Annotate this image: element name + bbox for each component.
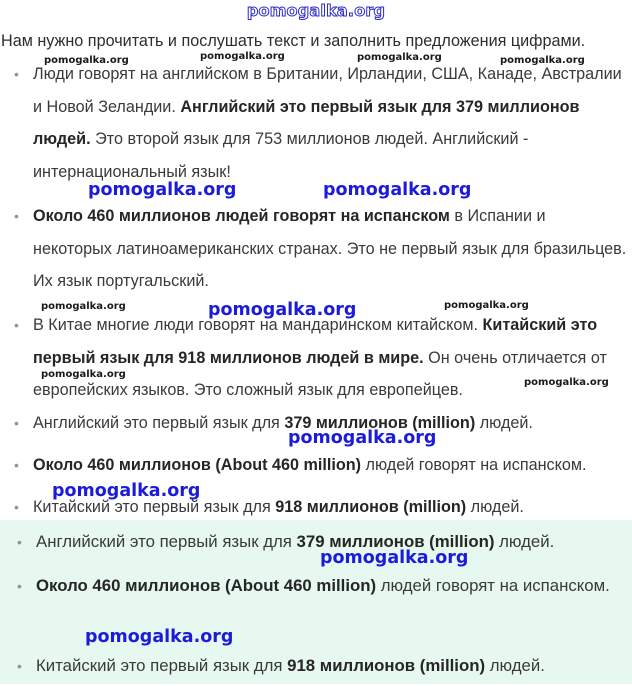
text-run: Английский это первый язык для xyxy=(36,532,297,551)
watermark-text: pomogalka.org xyxy=(200,51,285,62)
text-run: Китайский это первый язык для xyxy=(33,498,276,516)
watermark-text: pomogalka.org xyxy=(41,369,126,380)
bold-phrase: 918 миллионов (million) xyxy=(287,656,486,675)
header-watermark: pomogalka.org xyxy=(246,1,386,20)
text-run: людей. xyxy=(494,532,555,551)
instruction-text: Нам нужно прочитать и послушать текст и заполнить предложения цифрами. xyxy=(1,32,586,50)
bold-phrase: 918 миллионов (million) xyxy=(275,498,467,516)
item-text xyxy=(36,566,628,606)
watermark-text: pomogalka.org xyxy=(41,301,126,312)
bold-phrase: Английский это первый язык для 379 миллионов людей. xyxy=(33,97,580,148)
item-text xyxy=(33,200,628,298)
text-run: Китайский это первый язык для xyxy=(36,656,288,675)
list-item xyxy=(0,522,632,562)
list-item xyxy=(0,407,632,440)
bold-phrase: Около 460 миллионов (About 460 million) xyxy=(33,456,362,474)
watermark-text: pomogalka.org xyxy=(323,180,472,200)
text-run: В Китае многие люди говорят на мандаринском китайском. xyxy=(33,316,483,334)
watermark-text: pomogalka.org xyxy=(524,377,609,388)
text-run: людей. xyxy=(466,498,524,516)
text-run: Он очень отличается от европейских языков. Это сложный язык для европейцев. xyxy=(33,348,607,399)
watermark-text: pomogalka.org xyxy=(320,548,469,568)
item-text xyxy=(36,522,628,562)
watermark-text: pomogalka.org xyxy=(500,55,585,66)
watermark-text: pomogalka.org xyxy=(288,428,437,448)
list-item xyxy=(0,309,632,407)
watermark-text: pomogalka.org xyxy=(52,481,201,501)
text-run: в Испании и некоторых латиноамериканских странах. Это не первый язык для бразильцев. Их язык португальский. xyxy=(33,207,627,290)
bold-phrase: 379 миллионов (million) xyxy=(284,414,476,432)
list-item xyxy=(0,646,632,686)
bold-phrase: Около 460 миллионов людей говорят на испанском xyxy=(33,207,450,225)
text-run: людей. xyxy=(475,414,533,432)
bullet-icon: • xyxy=(14,415,19,431)
watermark-text: pomogalka.org xyxy=(444,300,529,311)
list-item xyxy=(0,566,632,606)
text-run: людей говорят на испанском. xyxy=(361,456,587,474)
bold-phrase: Китайский это первый язык для 918 миллионов людей в мире. xyxy=(33,316,598,367)
list-item xyxy=(0,58,632,188)
text-run: людей говорят на испанском. xyxy=(376,576,610,595)
watermark-text: pomogalka.org xyxy=(208,300,357,320)
item-text xyxy=(33,491,628,524)
bold-phrase: 379 миллионов (million) xyxy=(296,532,495,551)
watermark-text: pomogalka.org xyxy=(357,52,442,63)
bullet-icon: • xyxy=(14,457,19,473)
bullet-icon: • xyxy=(14,317,19,333)
text-run: Это второй язык для 753 миллионов людей. Английский - интернациональный язык! xyxy=(33,130,529,181)
bullet-icon: • xyxy=(14,66,19,82)
bullet-icon: • xyxy=(17,534,22,550)
bullet-icon: • xyxy=(17,658,22,674)
bullet-icon: • xyxy=(14,499,19,515)
item-text xyxy=(33,309,628,407)
text-run: Английский это первый язык для xyxy=(33,414,285,432)
bullet-icon: • xyxy=(14,208,19,224)
list-item xyxy=(0,200,632,298)
watermark-text: pomogalka.org xyxy=(85,627,234,647)
watermark-text: pomogalka.org xyxy=(88,180,237,200)
item-text xyxy=(36,646,628,686)
list-item xyxy=(0,449,632,482)
item-text xyxy=(33,58,628,188)
item-text xyxy=(33,449,628,482)
text-run: людей. xyxy=(485,656,545,675)
watermark-text: pomogalka.org xyxy=(44,55,129,66)
list-item xyxy=(0,491,632,524)
item-text xyxy=(33,407,628,440)
text-run: Люди говорят на английском в Британии, Ирландии, США, Канаде, Австралии и Новой Зеландии. xyxy=(33,65,622,116)
bullet-icon: • xyxy=(17,578,22,594)
bold-phrase: Около 460 миллионов (About 460 million) xyxy=(36,576,377,595)
answer-box xyxy=(0,520,632,684)
